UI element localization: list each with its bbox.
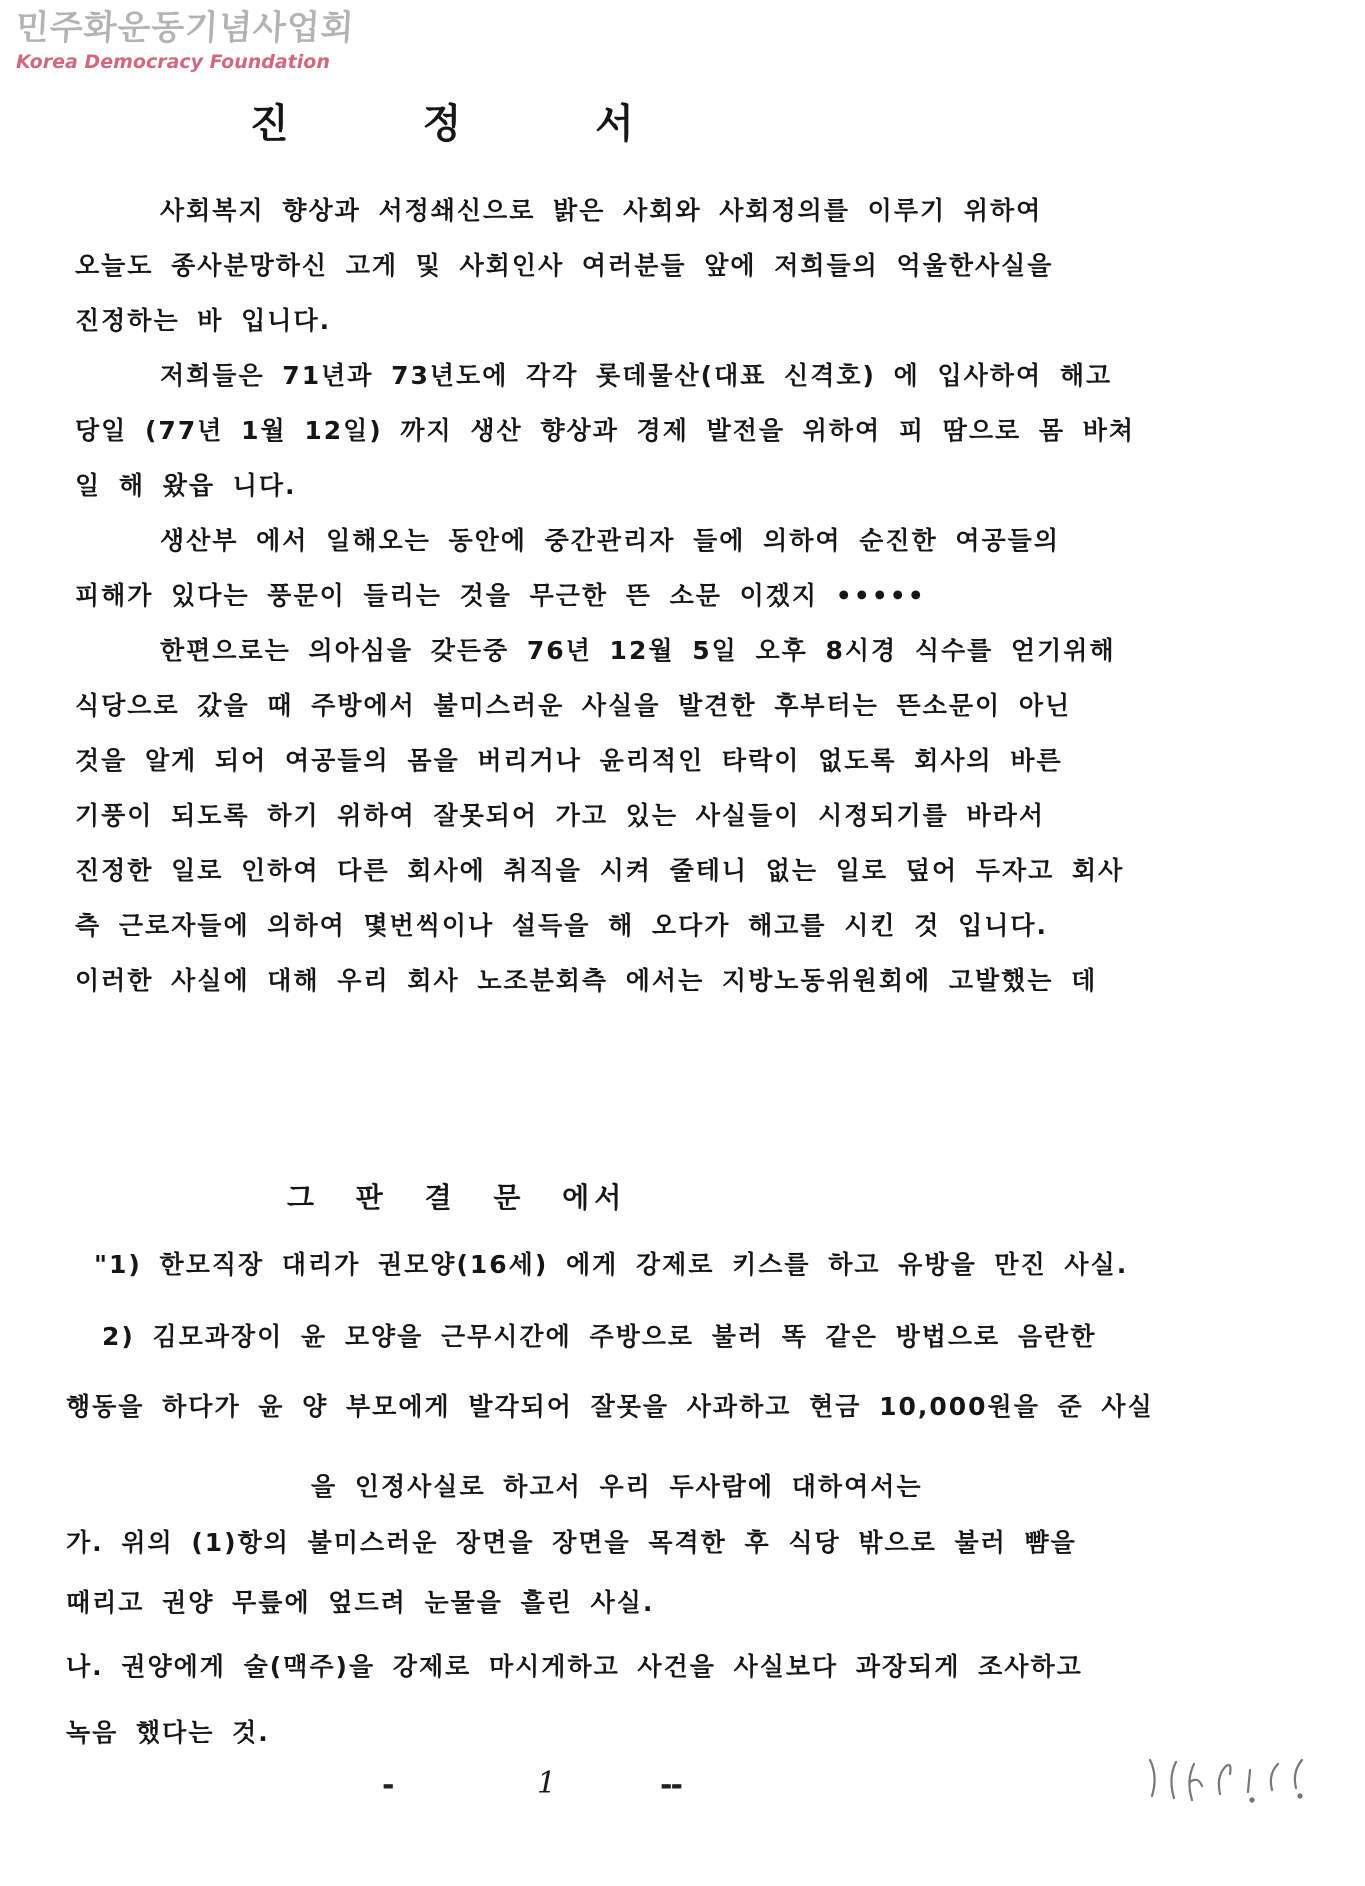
- body-line: 일 해 왔읍 니다.: [75, 471, 297, 500]
- body-line: 기풍이 되도록 하기 위하여 잘못되어 가고 있는 사실들이 시정되기를 바라서: [75, 801, 1045, 830]
- handwritten-mark: [1140, 1752, 1310, 1812]
- body-line: 당일 (77년 1월 12일) 까지 생산 향상과 경제 발전을 위하여 피 땀으로 몸 바쳐: [75, 416, 1136, 445]
- judgment-item-ga: 가. 위의 (1)항의 불미스러운 장면을 장면을 목격한 후 식당 밖으로 불러 뺨을: [66, 1528, 1077, 1557]
- page-number: 1: [537, 1766, 557, 1801]
- logo-korean-name: 민주화운동기념사업회: [14, 8, 356, 48]
- judgment-item-1: "1) 한모직장 대리가 권모양(16세) 에게 강제로 키스를 하고 유방을 만진 사실.: [94, 1250, 1129, 1279]
- body-line: 진정한 일로 인하여 다른 회사에 취직을 시켜 줄테니 없는 일로 덮어 두자고 회사: [75, 856, 1125, 885]
- logo-english-name: Korea Democracy Foundation: [16, 51, 330, 73]
- body-line: 생산부 에서 일해오는 동안에 중간관리자 들에 의하여 순진한 여공들의: [160, 526, 1060, 555]
- body-line: 이러한 사실에 대해 우리 회사 노조분회측 에서는 지방노동위원회에 고발했는 데: [75, 966, 1098, 995]
- judgment-heading: 그 판 결 문 에서: [287, 1181, 627, 1214]
- footer-dash-right: --: [660, 1768, 681, 1803]
- page-title: 진 정 서: [250, 101, 640, 147]
- body-line: 식당으로 갔을 때 주방에서 불미스러운 사실을 발견한 후부터는 뜬소문이 아닌: [75, 691, 1072, 720]
- footer-dash-left: -: [382, 1768, 395, 1803]
- petition-body: [75, 183, 1305, 1008]
- judgment-item-2-cont: 행동을 하다가 윤 양 부모에게 발각되어 잘못을 사과하고 현금 10,000원을 준 사실: [66, 1392, 1154, 1421]
- body-line: 측 근로자들에 의하여 몇번씩이나 설득을 해 오다가 해고를 시킨 것 입니다.: [75, 911, 1049, 940]
- body-line: 것을 알게 되어 여공들의 몸을 버리거나 윤리적인 타락이 없도록 회사의 바른: [75, 746, 1063, 775]
- judgment-item-na-cont: 녹음 했다는 것.: [66, 1718, 270, 1747]
- body-line: 한편으로는 의아심을 갖든중 76년 12월 5일 오후 8시경 식수를 얻기위해: [160, 636, 1116, 665]
- judgment-item-ga-cont: 때리고 권양 무릎에 엎드려 눈물을 흘린 사실.: [66, 1588, 655, 1617]
- body-line: 저희들은 71년과 73년도에 각각 롯데물산(대표 신격호) 에 입사하여 해고: [160, 361, 1113, 390]
- body-line: 오늘도 종사분망하신 고게 및 사회인사 여러분들 앞에 저희들의 억울한사실을: [75, 251, 1054, 280]
- logo: [16, 8, 354, 74]
- judgment-conclusion: 을 인정사실로 하고서 우리 두사람에 대하여서는: [311, 1472, 923, 1501]
- body-line: 사회복지 향상과 서정쇄신으로 밝은 사회와 사회정의를 이루기 위하여: [160, 196, 1043, 225]
- body-line: 피해가 있다는 풍문이 들리는 것을 무근한 뜬 소문 이겠지 •••••: [75, 581, 926, 610]
- judgment-item-na: 나. 권양에게 술(맥주)을 강제로 마시게하고 사건을 사실보다 과장되게 조사하고: [66, 1652, 1083, 1681]
- body-line: 진정하는 바 입니다.: [75, 306, 332, 335]
- judgment-item-2: 2) 김모과장이 윤 모양을 근무시간에 주방으로 불러 똑 같은 방법으로 음란한: [102, 1322, 1097, 1351]
